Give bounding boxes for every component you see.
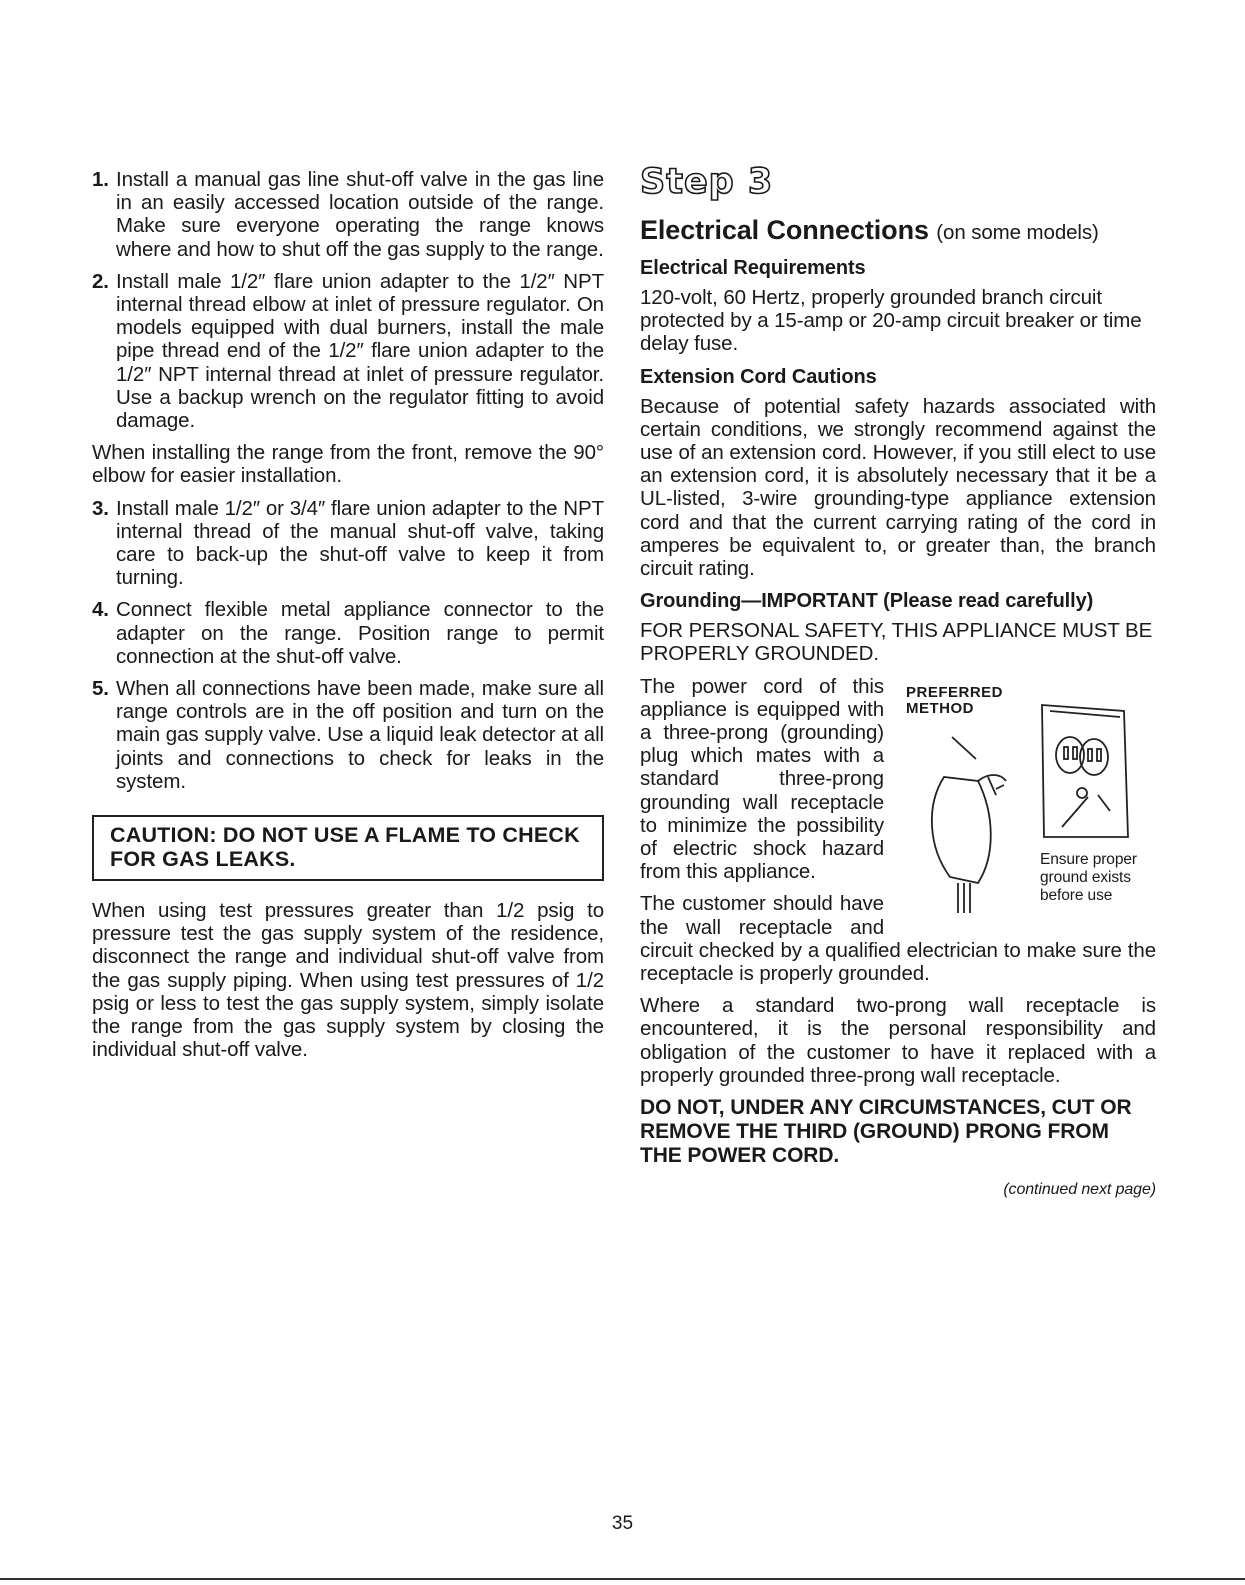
step-item-5	[92, 677, 604, 793]
step-item-1	[92, 168, 604, 261]
step-text: Connect flexible metal appliance connector to the adapter on the range. Position range to permit connection at the shut-off valve.	[116, 598, 604, 668]
figure-caption-line1: Ensure proper	[1040, 850, 1137, 868]
step-text: Install a manual gas line shut-off valve in the gas line in an easily accessed location outside of the range. Make sure everyone operating the range knows where and how to shut off the gas supply to the range.	[116, 168, 604, 261]
right-column	[640, 163, 1156, 1201]
step-text: Install male 1/2″ or 3/4″ flare union adapter to the NPT internal thread of the manual shut-off valve, taking care to back-up the shut-off valve to keep it from turning.	[116, 496, 604, 590]
caution-box: CAUTION: DO NOT USE A FLAME TO CHECK FOR GAS LEAKS.	[92, 815, 604, 881]
figure-label-line2: METHOD	[906, 699, 974, 717]
section-title	[640, 215, 1156, 248]
electrical-requirements-heading: Electrical Requirements	[640, 257, 866, 279]
figure-label-line1: PREFERRED	[906, 683, 1004, 701]
page-number: 35	[611, 1513, 634, 1534]
extension-cord-heading: Extension Cord Cautions	[640, 365, 877, 388]
step-item-3	[92, 497, 604, 590]
extension-cord-text: Because of potential safety hazards associated with certain conditions, we strongly recommend against the use of an extension cord. However, if you still elect to use an extension cord, it is absolutely necessary that it be a UL-listed, 3-wire grounding-type appliance extension cord and that the current carrying rating of the cord in amperes be equivalent to, or greater than, the branch circuit rating.	[640, 394, 1156, 581]
continued-note: (continued next page)	[1003, 1181, 1156, 1199]
gas-install-steps-b	[92, 497, 604, 793]
plug-body-shape	[932, 777, 991, 883]
step-number: 1.	[92, 168, 109, 191]
grounding-heading: Grounding—IMPORTANT (Please read carefully)	[640, 590, 1094, 613]
step-title: Step 3	[640, 162, 774, 202]
customer-check-text: The customer should have the wall receptacle and circuit checked by a qualified electrician to make sure the receptacle is properly grounded.	[640, 892, 1156, 986]
ground-prong-warning: DO NOT, UNDER ANY CIRCUMSTANCES, CUT OR REMOVE THE THIRD (GROUND) PRONG FROM THE POWER CORD.	[640, 1096, 1132, 1168]
step-number: 2.	[92, 269, 109, 293]
step-item-4	[92, 598, 604, 668]
grounding-safety-text: FOR PERSONAL SAFETY, THIS APPLIANCE MUST BE PROPERLY GROUNDED.	[640, 619, 1153, 666]
left-column	[92, 168, 604, 1071]
plug-and-outlet-illustration	[892, 677, 1162, 935]
gas-install-steps-a	[92, 168, 604, 432]
section-subtitle: (on some models)	[936, 221, 1099, 244]
section-title-text: Electrical Connections	[640, 215, 929, 245]
step-text: Install male 1/2″ flare union adapter to the 1/2″ NPT internal thread elbow at inlet of pressure regulator. On models equipped with dual burners, install the male pipe thread end of the 1/2″ flare union adapter to the 1/2″ NPT internal thread at inlet of pressure regulator. Use a backup wrench on the regulator fitting to avoid damage.	[116, 269, 604, 433]
step-number: 5.	[92, 677, 109, 701]
pressure-test-paragraph: When using test pressures greater than 1/2 psig to pressure test the gas supply system of the residence, disconnect the range and individual shut-off valve from the gas supply piping. When using test pressures of 1/2 psig or less to test the gas supply system, simply isolate the range from the gas supply system by closing the individual shut-off valve.	[92, 899, 604, 1062]
figure-caption-line2: ground exists	[1040, 868, 1131, 886]
power-cord-text: The power cord of this appliance is equipped with a three-prong (grounding) plug which mates with a standard three-prong grounding wall receptacle to minimize the possibility of electric shock hazard from this appliance.	[640, 674, 884, 884]
figure-caption-line3: before use	[1040, 886, 1113, 904]
step-text: When all connections have been made, make sure all range controls are in the off position and turn on the main gas supply valve. Use a liquid leak detector at all joints and connections to check for leaks in the system.	[116, 677, 604, 793]
step-item-2	[92, 270, 604, 432]
page-bottom-rule	[0, 1578, 1245, 1580]
step-number: 3.	[92, 496, 109, 520]
front-install-note: When installing the range from the front, remove the 90° elbow for easier installation.	[92, 441, 604, 488]
electrical-requirements-text: 120-volt, 60 Hertz, properly grounded branch circuit protected by a 15-amp or 20-amp circuit breaker or time delay fuse.	[640, 286, 1142, 356]
grounded-plug-figure	[892, 677, 1162, 935]
two-prong-text: Where a standard two-prong wall receptacle is encountered, it is the personal responsibility and obligation of the customer to have it replaced with a properly grounded three-prong wall receptacle.	[640, 994, 1156, 1087]
step-number: 4.	[92, 598, 109, 622]
